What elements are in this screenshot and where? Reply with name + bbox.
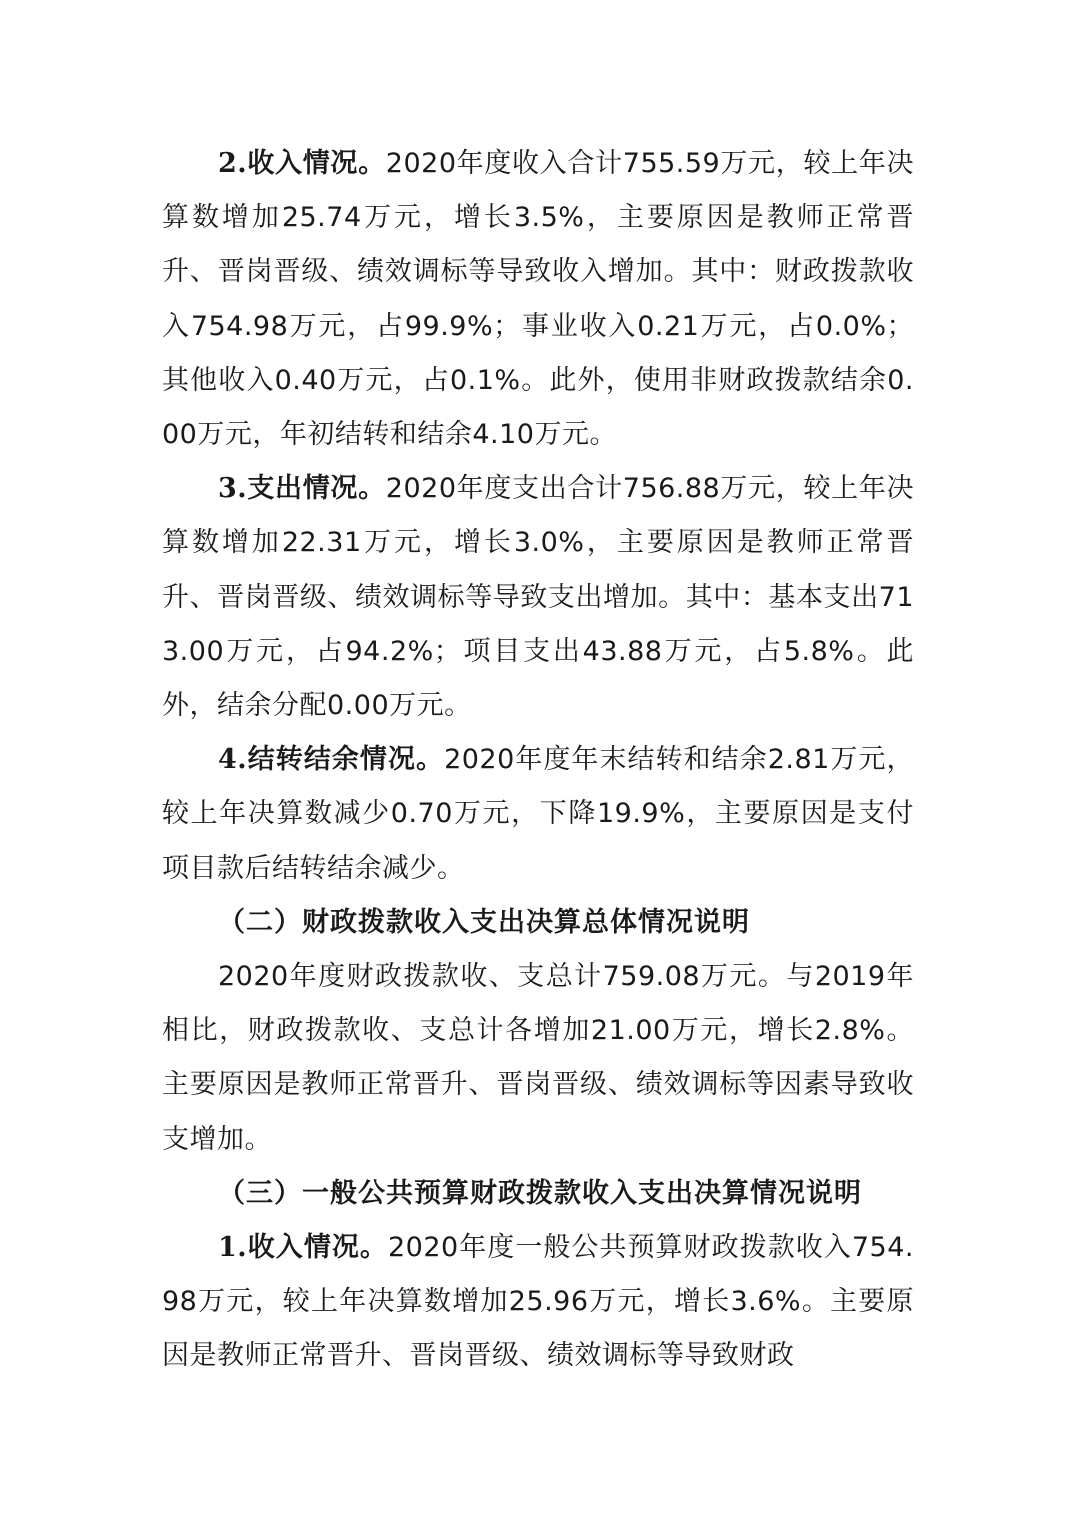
paragraph-text-income: 2020年度收入合计755.59万元，较上年决算数增加25.74万元，增长3.5%，主要原因是教师正常晋升、晋岗晋级、绩效调标等导致收入增加。其中：财政拨款收入754.98万元，占99.9%；事业收入0.21万元，占0.0%；其他收入0.40万元，占0.1%。此外，使用非财政拨款结余0.00万元，年初结转和结余4.10万元。	[162, 148, 915, 451]
paragraph-lead-general-budget-income: 1.收入情况。	[218, 1232, 388, 1264]
document-body	[162, 137, 914, 1384]
paragraph-lead-income: 2.收入情况。	[218, 148, 386, 179]
paragraph-lead-carryover: 4.结转结余情况。	[218, 744, 445, 776]
paragraph-fiscal-overview: 2020年度财政拨款收、支总计759.08万元。与2019年相比，财政拨款收、支总计各增加21.00万元，增长2.8%。主要原因是教师正常晋升、晋岗晋级、绩效调标等因素导致收支增加。	[162, 961, 914, 1155]
paragraph-text-general-budget-income: 2020年度一般公共预算财政拨款收入754.98万元，较上年决算数增加25.96万元，增长3.6%。主要原因是教师正常晋升、晋岗晋级、绩效调标等导致财政	[162, 1232, 914, 1372]
paragraph-lead-expense: 3.支出情况。	[218, 473, 386, 505]
paragraph-general-budget-income	[162, 1221, 914, 1384]
paragraph-income	[162, 137, 914, 462]
paragraph-text-carryover: 2020年度年末结转和结余2.81万元，较上年决算数减少0.70万元，下降19.9%，主要原因是支付项目款后结转结余减少。	[162, 744, 914, 884]
section-heading-general-budget: （三）一般公共预算财政拨款收入支出决算情况说明	[218, 1177, 862, 1209]
section-heading-fiscal-overview: （二）财政拨款收入支出决算总体情况说明	[218, 906, 750, 938]
paragraph-expense	[162, 462, 914, 733]
paragraph-carryover	[162, 733, 914, 896]
paragraph-text-expense: 2020年度支出合计756.88万元，较上年决算数增加22.31万元，增长3.0%，主要原因是教师正常晋升、晋岗晋级、绩效调标等导致支出增加。其中：基本支出713.00万元，占94.2%；项目支出43.88万元，占5.8%。此外，结余分配0.00万元。	[162, 473, 915, 722]
